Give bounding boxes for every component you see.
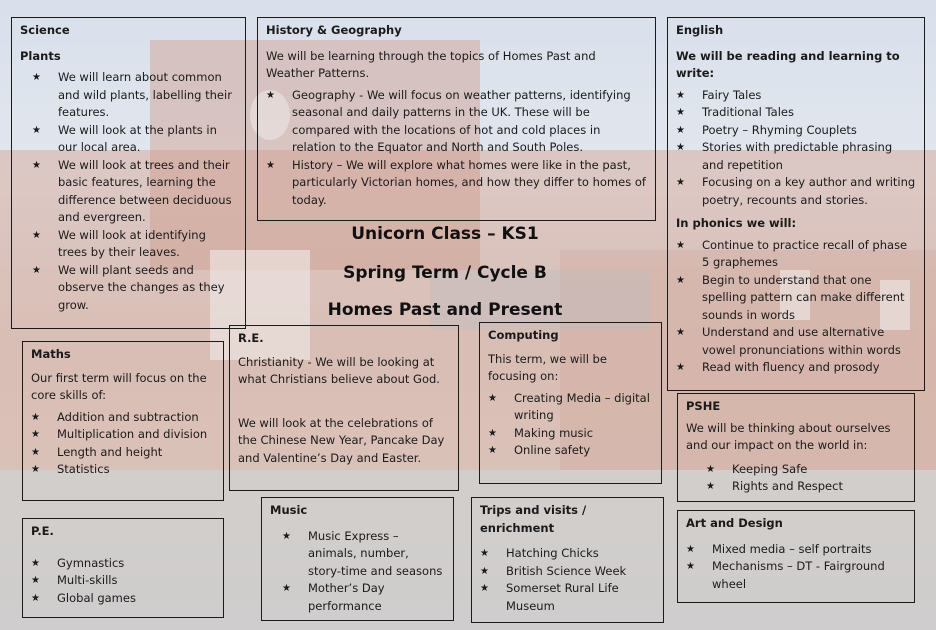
- history-intro: We will be learning through the topics of Homes Past and Weather Patterns.: [266, 48, 596, 80]
- maths-heading: Maths: [31, 347, 71, 361]
- list-item: ★ Mechanisms – DT - Fairground wheel: [686, 558, 906, 593]
- pshe-heading: PSHE: [686, 399, 721, 413]
- list-item: ★ We will look at trees and their basic features, learning the difference between deciduous and evergreen.: [32, 157, 237, 227]
- phonics-heading: In phonics we will:: [676, 216, 797, 230]
- history-heading: History & Geography: [266, 23, 402, 37]
- pshe-panel: [677, 393, 915, 502]
- list-item: ★ Somerset Rural Life Museum: [480, 580, 655, 615]
- list-item: ★ Making music: [488, 425, 653, 443]
- music-panel: [261, 497, 454, 621]
- trips-heading: Trips and visits / enrichment: [480, 503, 587, 535]
- re-panel: [229, 325, 459, 491]
- list-item: ★ Fairy Tales: [676, 87, 916, 105]
- art-list: [686, 541, 906, 594]
- list-item: ★ Focusing on a key author and writing poetry, recounts and stories.: [676, 174, 916, 209]
- computing-intro: This term, we will be focusing on:: [488, 351, 607, 383]
- list-item: ★ Poetry – Rhyming Couplets: [676, 122, 916, 140]
- list-item: ★ Multi-skills: [31, 572, 215, 590]
- list-item: ★ Mixed media – self portraits: [686, 541, 906, 559]
- list-item: ★ Mother’s Day performance: [282, 580, 445, 615]
- list-item: ★ We will look at identifying trees by their leaves.: [32, 227, 237, 262]
- list-item: ★ Statistics: [31, 461, 215, 479]
- list-item: ★ Multiplication and division: [31, 426, 215, 444]
- list-item: ★ We will learn about common and wild plants, labelling their features.: [32, 69, 237, 122]
- science-subheading: Plants: [20, 48, 61, 63]
- list-item: ★ Traditional Tales: [676, 104, 916, 122]
- list-item: ★ Hatching Chicks: [480, 545, 655, 563]
- pshe-intro: We will be thinking about ourselves and our impact on the world in:: [686, 420, 891, 452]
- science-list: [20, 69, 237, 314]
- maths-list: [31, 409, 215, 479]
- class-title: Unicorn Class – KS1: [351, 224, 539, 244]
- english-heading: English: [676, 23, 724, 37]
- list-item: ★ Begin to understand that one spelling pattern can make different sounds in words: [676, 272, 916, 325]
- list-item: ★ Global games: [31, 590, 215, 608]
- english-panel: [667, 17, 925, 391]
- re-para2: We will look at the celebrations of the Chinese New Year, Pancake Day and Valentine’s Day and Easter.: [238, 415, 445, 465]
- computing-list: [488, 390, 653, 460]
- music-heading: Music: [270, 503, 308, 517]
- trips-list: [480, 545, 655, 615]
- list-item: ★ We will plant seeds and observe the changes as they grow.: [32, 262, 237, 315]
- list-item: ★ Music Express – animals, number, story-time and seasons: [282, 528, 445, 581]
- pe-list: [31, 555, 215, 608]
- re-heading: R.E.: [238, 331, 264, 345]
- list-item: ★ Length and height: [31, 444, 215, 462]
- list-item: ★ Online safety: [488, 442, 653, 460]
- list-item: ★ British Science Week: [480, 563, 655, 581]
- topic-title: Homes Past and Present: [327, 300, 563, 320]
- pe-panel: [22, 518, 224, 618]
- history-geography-panel: [257, 17, 656, 221]
- computing-heading: Computing: [488, 328, 559, 342]
- english-subheading: We will be reading and learning to write:: [676, 48, 900, 80]
- term-title: Spring Term / Cycle B: [343, 263, 547, 283]
- list-item: ★ History – We will explore what homes were like in the past, particularly Victorian homes, and how they differ to homes of today.: [266, 157, 647, 210]
- list-item: ★ Keeping Safe: [706, 461, 906, 479]
- list-item: ★ Geography - We will focus on weather patterns, identifying seasonal and daily patterns in the UK. These will be compared with the locations of hot and cold places in relation to the Equator and North and South Poles.: [266, 87, 647, 157]
- pshe-list: [686, 461, 906, 496]
- maths-intro: Our first term will focus on the core skills of:: [31, 370, 207, 402]
- computing-panel: [479, 322, 662, 484]
- list-item: ★ We will look at the plants in our local area.: [32, 122, 237, 157]
- phonics-list: [676, 237, 916, 377]
- list-item: ★ Creating Media – digital writing: [488, 390, 653, 425]
- science-heading: Science: [20, 23, 70, 37]
- english-list: [676, 87, 916, 210]
- pe-heading: P.E.: [31, 524, 54, 538]
- history-list: [266, 87, 647, 210]
- list-item: ★ Gymnastics: [31, 555, 215, 573]
- list-item: ★ Continue to practice recall of phase 5 graphemes: [676, 237, 916, 272]
- science-panel: [11, 17, 246, 329]
- list-item: ★ Rights and Respect: [706, 478, 906, 496]
- list-item: ★ Read with fluency and prosody: [676, 359, 916, 377]
- music-list: [270, 528, 445, 616]
- list-item: ★ Understand and use alternative vowel pronunciations within words: [676, 324, 916, 359]
- maths-panel: [22, 341, 224, 501]
- list-item: ★ Addition and subtraction: [31, 409, 215, 427]
- re-para1: Christianity - We will be looking at what Christians believe about God.: [238, 354, 440, 386]
- list-item: ★ Stories with predictable phrasing and repetition: [676, 139, 916, 174]
- art-heading: Art and Design: [686, 516, 783, 530]
- trips-panel: [471, 497, 664, 623]
- art-panel: [677, 510, 915, 603]
